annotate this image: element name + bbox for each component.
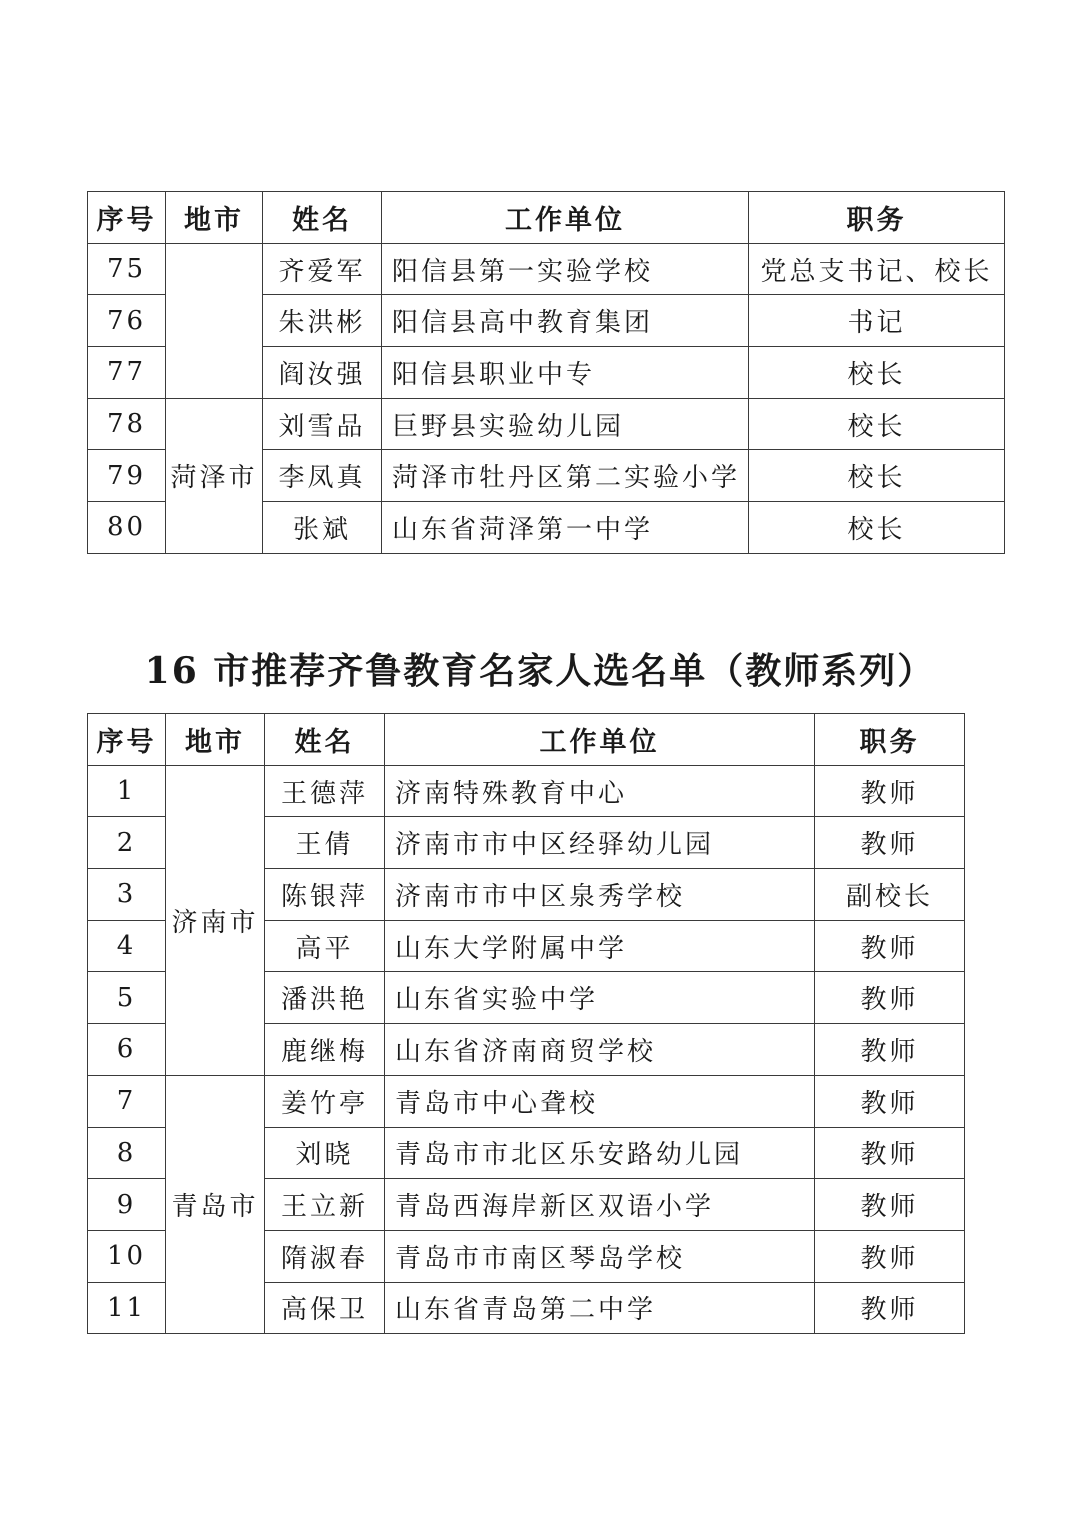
unit-cell: 阳信县职业中专: [382, 347, 749, 399]
name-cell: 张斌: [263, 502, 382, 554]
unit-cell: 济南市市中区泉秀学校: [385, 869, 815, 921]
position-cell: 副校长: [815, 869, 965, 921]
candidate-table-teachers: [87, 713, 965, 1334]
seq-cell: 8: [88, 1127, 166, 1179]
unit-cell: 山东省青岛第二中学: [385, 1282, 815, 1334]
header-unit: 工作单位: [385, 714, 815, 766]
position-cell: 校长: [749, 347, 1005, 399]
seq-cell: 2: [88, 817, 166, 869]
name-cell: 王立新: [265, 1179, 385, 1231]
seq-cell: 4: [88, 920, 166, 972]
unit-cell: 阳信县第一实验学校: [382, 243, 749, 295]
header-name: 姓名: [265, 714, 385, 766]
position-cell: 教师: [815, 1282, 965, 1334]
name-cell: 姜竹亭: [265, 1075, 385, 1127]
name-cell: 王倩: [265, 817, 385, 869]
unit-cell: 青岛西海岸新区双语小学: [385, 1179, 815, 1231]
city-cell-jinan: 济南市: [166, 765, 265, 1075]
position-cell: 校长: [749, 502, 1005, 554]
header-name: 姓名: [263, 192, 382, 244]
position-cell: 教师: [815, 920, 965, 972]
seq-cell: 78: [88, 398, 166, 450]
city-cell-qingdao: 青岛市: [166, 1075, 265, 1333]
seq-cell: 7: [88, 1075, 166, 1127]
table-row: [88, 1075, 965, 1127]
unit-cell: 青岛市市南区琴岛学校: [385, 1230, 815, 1282]
table-header-row: [88, 192, 1005, 244]
candidate-table-principals: [87, 191, 1005, 554]
unit-cell: 山东大学附属中学: [385, 920, 815, 972]
position-cell: 教师: [815, 972, 965, 1024]
position-cell: 校长: [749, 398, 1005, 450]
name-cell: 刘雪品: [263, 398, 382, 450]
header-seq: 序号: [88, 714, 166, 766]
seq-cell: 6: [88, 1024, 166, 1076]
unit-cell: 巨野县实验幼儿园: [382, 398, 749, 450]
header-position: 职务: [749, 192, 1005, 244]
position-cell: 校长: [749, 450, 1005, 502]
name-cell: 朱洪彬: [263, 295, 382, 347]
header-unit: 工作单位: [382, 192, 749, 244]
name-cell: 齐爱军: [263, 243, 382, 295]
header-seq: 序号: [88, 192, 166, 244]
unit-cell: 阳信县高中教育集团: [382, 295, 749, 347]
name-cell: 刘晓: [265, 1127, 385, 1179]
unit-cell: 济南特殊教育中心: [385, 765, 815, 817]
name-cell: 鹿继梅: [265, 1024, 385, 1076]
unit-cell: 山东省济南商贸学校: [385, 1024, 815, 1076]
header-position: 职务: [815, 714, 965, 766]
city-cell-heze: 菏泽市: [166, 398, 263, 553]
position-cell: 党总支书记、校长: [749, 243, 1005, 295]
position-cell: 教师: [815, 765, 965, 817]
name-cell: 高平: [265, 920, 385, 972]
name-cell: 王德萍: [265, 765, 385, 817]
table-row: [88, 765, 965, 817]
seq-cell: 80: [88, 502, 166, 554]
position-cell: 教师: [815, 1127, 965, 1179]
unit-cell: 青岛市中心聋校: [385, 1075, 815, 1127]
seq-cell: 11: [88, 1282, 166, 1334]
seq-cell: 3: [88, 869, 166, 921]
unit-cell: 青岛市市北区乐安路幼儿园: [385, 1127, 815, 1179]
header-city: 地市: [166, 714, 265, 766]
seq-cell: 1: [88, 765, 166, 817]
unit-cell: 菏泽市牡丹区第二实验小学: [382, 450, 749, 502]
name-cell: 李凤真: [263, 450, 382, 502]
name-cell: 隋淑春: [265, 1230, 385, 1282]
name-cell: 潘洪艳: [265, 972, 385, 1024]
header-city: 地市: [166, 192, 263, 244]
seq-cell: 79: [88, 450, 166, 502]
seq-cell: 5: [88, 972, 166, 1024]
city-cell-blank: [166, 243, 263, 398]
seq-cell: 10: [88, 1230, 166, 1282]
seq-cell: 76: [88, 295, 166, 347]
position-cell: 教师: [815, 1179, 965, 1231]
position-cell: 教师: [815, 1024, 965, 1076]
seq-cell: 9: [88, 1179, 166, 1231]
name-cell: 阎汝强: [263, 347, 382, 399]
position-cell: 教师: [815, 1075, 965, 1127]
section-title: 16 市推荐齐鲁教育名家人选名单（教师系列）: [144, 650, 936, 692]
position-cell: 书记: [749, 295, 1005, 347]
position-cell: 教师: [815, 817, 965, 869]
unit-cell: 山东省菏泽第一中学: [382, 502, 749, 554]
name-cell: 高保卫: [265, 1282, 385, 1334]
seq-cell: 77: [88, 347, 166, 399]
unit-cell: 济南市市中区经驿幼儿园: [385, 817, 815, 869]
table-header-row: [88, 714, 965, 766]
table-row: [88, 243, 1005, 295]
seq-cell: 75: [88, 243, 166, 295]
unit-cell: 山东省实验中学: [385, 972, 815, 1024]
name-cell: 陈银萍: [265, 869, 385, 921]
position-cell: 教师: [815, 1230, 965, 1282]
table-row: [88, 398, 1005, 450]
